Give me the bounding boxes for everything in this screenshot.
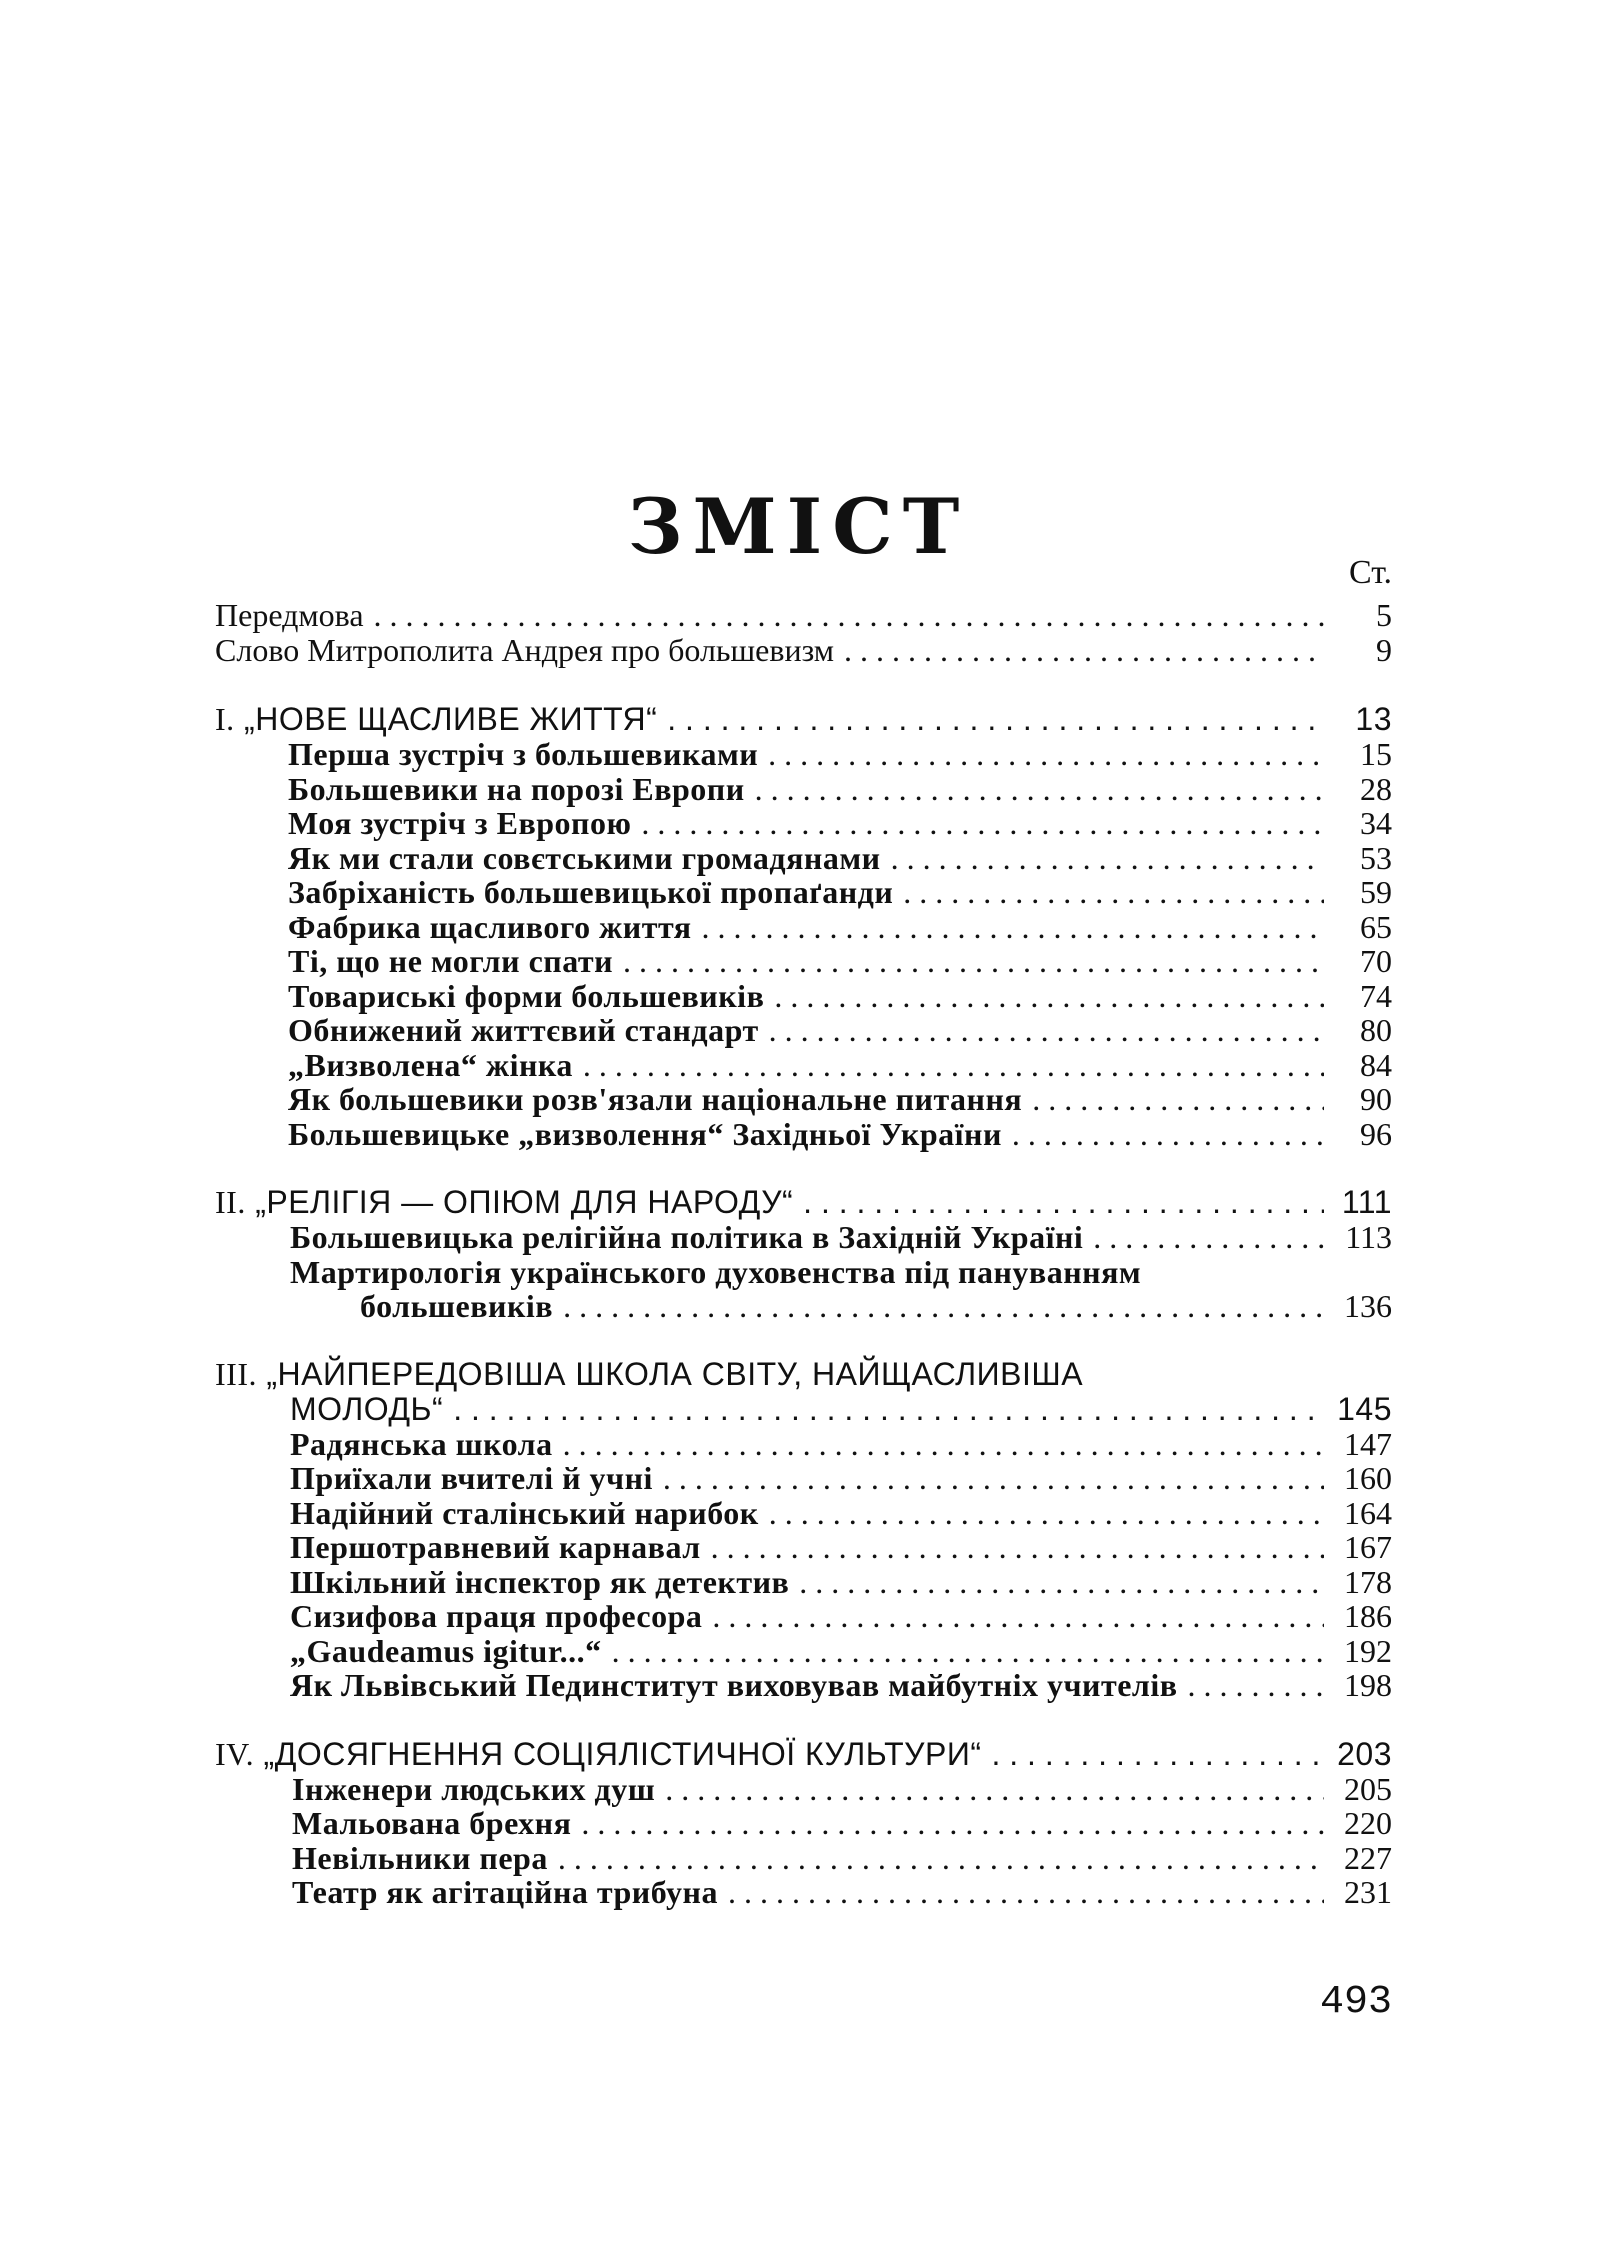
leader-dots	[1022, 1081, 1324, 1117]
entry-label: Невільники пера	[292, 1840, 548, 1876]
leader-dots	[692, 909, 1324, 945]
entry-page: 96	[1360, 1116, 1392, 1152]
toc-section-4[interactable]	[215, 1736, 1392, 1772]
leader-dots	[759, 1495, 1324, 1531]
section-page: 13	[1355, 701, 1392, 737]
leader-dots	[745, 771, 1324, 807]
toc-entry[interactable]	[290, 1495, 1392, 1531]
entry-label: Шкільний інспектор як детектив	[290, 1564, 790, 1600]
leader-dots	[1178, 1667, 1324, 1703]
entry-label: Ті, що не могли спати	[288, 943, 614, 979]
leader-dots	[1083, 1219, 1324, 1255]
entry-label: Товариські форми большевиків	[288, 978, 765, 1014]
entry-page: 59	[1360, 874, 1392, 910]
leader-dots	[613, 943, 1324, 979]
leader-dots	[657, 701, 1324, 737]
leader-dots	[702, 1598, 1324, 1634]
entry-label: Обнижений життєвий стандарт	[288, 1012, 759, 1048]
entry-page: 113	[1345, 1219, 1392, 1255]
entry-label: Сизифова праця професора	[290, 1598, 703, 1634]
toc-entry[interactable]	[290, 1667, 1392, 1703]
entry-label: Большевицька релігійна політика в Західній Україні	[290, 1219, 1084, 1255]
toc-section-3-line1[interactable]	[215, 1356, 1083, 1392]
leader-dots	[631, 805, 1324, 841]
entry-page: 80	[1360, 1012, 1392, 1048]
toc-entry[interactable]	[288, 1081, 1392, 1117]
toc-entry[interactable]	[290, 1460, 1392, 1496]
section-page: 145	[1337, 1391, 1392, 1427]
leader-dots	[881, 840, 1324, 876]
entry-page: 160	[1344, 1460, 1392, 1496]
entry-label: Моя зустріч з Европою	[288, 805, 632, 841]
leader-dots	[602, 1633, 1324, 1669]
entry-label: Радянська школа	[290, 1426, 553, 1462]
entry-label: Приїхали вчителі й учні	[290, 1460, 653, 1496]
toc-entry-foreword[interactable]	[215, 597, 1392, 633]
entry-label: Як Львівський Пединститут виховував майбутніх учителів	[290, 1667, 1178, 1703]
entry-page: 231	[1344, 1874, 1392, 1910]
toc-entry[interactable]	[288, 771, 1392, 807]
toc-entry[interactable]	[290, 1426, 1392, 1462]
entry-page: 205	[1344, 1771, 1392, 1807]
section-numeral: IV.	[215, 1736, 255, 1772]
section-title: МОЛОДЬ“	[290, 1391, 444, 1427]
entry-label: Большевицьке „визволення“ Західньої України	[288, 1116, 1002, 1152]
entry-page: 220	[1344, 1805, 1392, 1841]
section-numeral: I.	[215, 701, 235, 737]
toc-entry[interactable]	[288, 1047, 1392, 1083]
section-title: „НОВЕ ЩАСЛИВЕ ЖИТТЯ“	[244, 701, 658, 737]
toc-entry[interactable]	[290, 1633, 1392, 1669]
toc-entry[interactable]	[288, 1116, 1392, 1152]
entry-page: 136	[1344, 1288, 1392, 1324]
page-column-header: Ст.	[1348, 554, 1392, 591]
entry-label: Мальована брехня	[292, 1805, 572, 1841]
toc-entry-metropolitan-word[interactable]	[215, 632, 1392, 668]
entry-page: 15	[1360, 736, 1392, 772]
entry-label: „Визволена“ жінка	[288, 1047, 573, 1083]
entry-page: 65	[1360, 909, 1392, 945]
toc-entry[interactable]	[288, 736, 1392, 772]
entry-label: большевиків	[360, 1288, 554, 1324]
leader-dots	[981, 1736, 1324, 1772]
entry-label: Слово Митрополита Андрея про большевизм	[215, 632, 835, 668]
entry-label: Як ми стали совєтськими громадянами	[288, 840, 881, 876]
entry-page: 186	[1344, 1598, 1392, 1634]
leader-dots	[364, 597, 1324, 633]
toc-entry[interactable]	[288, 840, 1392, 876]
leader-dots	[653, 1460, 1324, 1496]
section-page: 203	[1337, 1736, 1392, 1772]
entry-label: Фабрика щасливого життя	[288, 909, 692, 945]
toc-entry[interactable]	[288, 1012, 1392, 1048]
section-numeral: III.	[215, 1356, 257, 1392]
toc-entry-wrapped-line[interactable]	[290, 1254, 1141, 1290]
leader-dots	[701, 1529, 1324, 1565]
entry-page: 192	[1344, 1633, 1392, 1669]
entry-page: 5	[1376, 597, 1392, 633]
entry-label: Мартирологія українського духовенства під пануванням	[290, 1254, 1142, 1290]
entry-page: 70	[1360, 943, 1392, 979]
section-title: „РЕЛІГІЯ — ОПІЮМ ДЛЯ НАРОДУ“	[255, 1184, 794, 1220]
entry-page: 53	[1360, 840, 1392, 876]
entry-page: 198	[1344, 1667, 1392, 1703]
entry-label: Перша зустріч з большевиками	[288, 736, 759, 772]
leader-dots	[758, 736, 1324, 772]
toc-entry[interactable]	[292, 1771, 1392, 1807]
entry-page: 84	[1360, 1047, 1392, 1083]
entry-label: Інженери людських душ	[292, 1771, 656, 1807]
toc-section-3[interactable]	[290, 1391, 1392, 1427]
entry-label: „Gaudeamus igitur...“	[290, 1633, 602, 1669]
leader-dots	[553, 1288, 1324, 1324]
toc-entry[interactable]	[290, 1529, 1392, 1565]
entry-page: 178	[1344, 1564, 1392, 1600]
leader-dots	[573, 1047, 1324, 1083]
entry-page: 164	[1344, 1495, 1392, 1531]
toc-entry[interactable]	[288, 943, 1392, 979]
entry-page: 28	[1360, 771, 1392, 807]
entry-label: Забріханість большевицької пропаґанди	[288, 874, 894, 910]
toc-entry[interactable]	[290, 1564, 1392, 1600]
toc-entry[interactable]	[288, 978, 1392, 1014]
entry-label: Надійний сталінський нарибок	[290, 1495, 759, 1531]
leader-dots	[759, 1012, 1324, 1048]
toc-entry[interactable]	[292, 1805, 1392, 1841]
entry-label: Передмова	[215, 597, 364, 633]
toc-entry[interactable]	[288, 805, 1392, 841]
section-title: „ДОСЯГНЕННЯ СОЦІЯЛІСТИЧНОЇ КУЛЬТУРИ“	[263, 1736, 982, 1772]
toc-entry[interactable]	[290, 1219, 1392, 1255]
page-number: 493	[1319, 1980, 1392, 2025]
leader-dots	[571, 1805, 1324, 1841]
entry-page: 167	[1344, 1529, 1392, 1565]
toc-entry[interactable]	[292, 1840, 1392, 1876]
entry-label: Большевики на порозі Европи	[288, 771, 745, 807]
section-title: „НАЙПЕРЕДОВІША ШКОЛА СВІТУ, НАЙЩАСЛИВІША	[266, 1356, 1084, 1392]
leader-dots	[893, 874, 1324, 910]
toc-entry[interactable]	[288, 874, 1392, 910]
toc-entry[interactable]	[288, 909, 1392, 945]
entry-page: 34	[1360, 805, 1392, 841]
leader-dots	[764, 978, 1324, 1014]
leader-dots	[789, 1564, 1324, 1600]
section-page: 111	[1341, 1184, 1392, 1220]
entry-page: 90	[1360, 1081, 1392, 1117]
entry-page: 147	[1344, 1426, 1392, 1462]
toc-section-1[interactable]	[215, 701, 1392, 737]
leader-dots	[548, 1840, 1324, 1876]
leader-dots	[655, 1771, 1324, 1807]
leader-dots	[718, 1874, 1324, 1910]
entry-label: Як большевики розв'язали національне питання	[288, 1081, 1023, 1117]
leader-dots	[1002, 1116, 1324, 1152]
entry-label: Театр як агітаційна трибуна	[292, 1874, 718, 1910]
entry-page: 9	[1376, 632, 1392, 668]
leader-dots	[443, 1391, 1324, 1427]
toc-entry[interactable]	[290, 1598, 1392, 1634]
toc-entry[interactable]	[360, 1288, 1392, 1324]
leader-dots	[793, 1184, 1324, 1220]
entry-page: 74	[1360, 978, 1392, 1014]
entry-page: 227	[1344, 1840, 1392, 1876]
page-title: ЗМІСТ	[627, 482, 970, 571]
leader-dots	[834, 632, 1324, 668]
leader-dots	[553, 1426, 1324, 1462]
entry-label: Першотравневий карнавал	[290, 1529, 701, 1565]
section-numeral: II.	[215, 1184, 246, 1220]
toc-entry[interactable]	[292, 1874, 1392, 1910]
toc-section-2[interactable]	[215, 1184, 1392, 1220]
